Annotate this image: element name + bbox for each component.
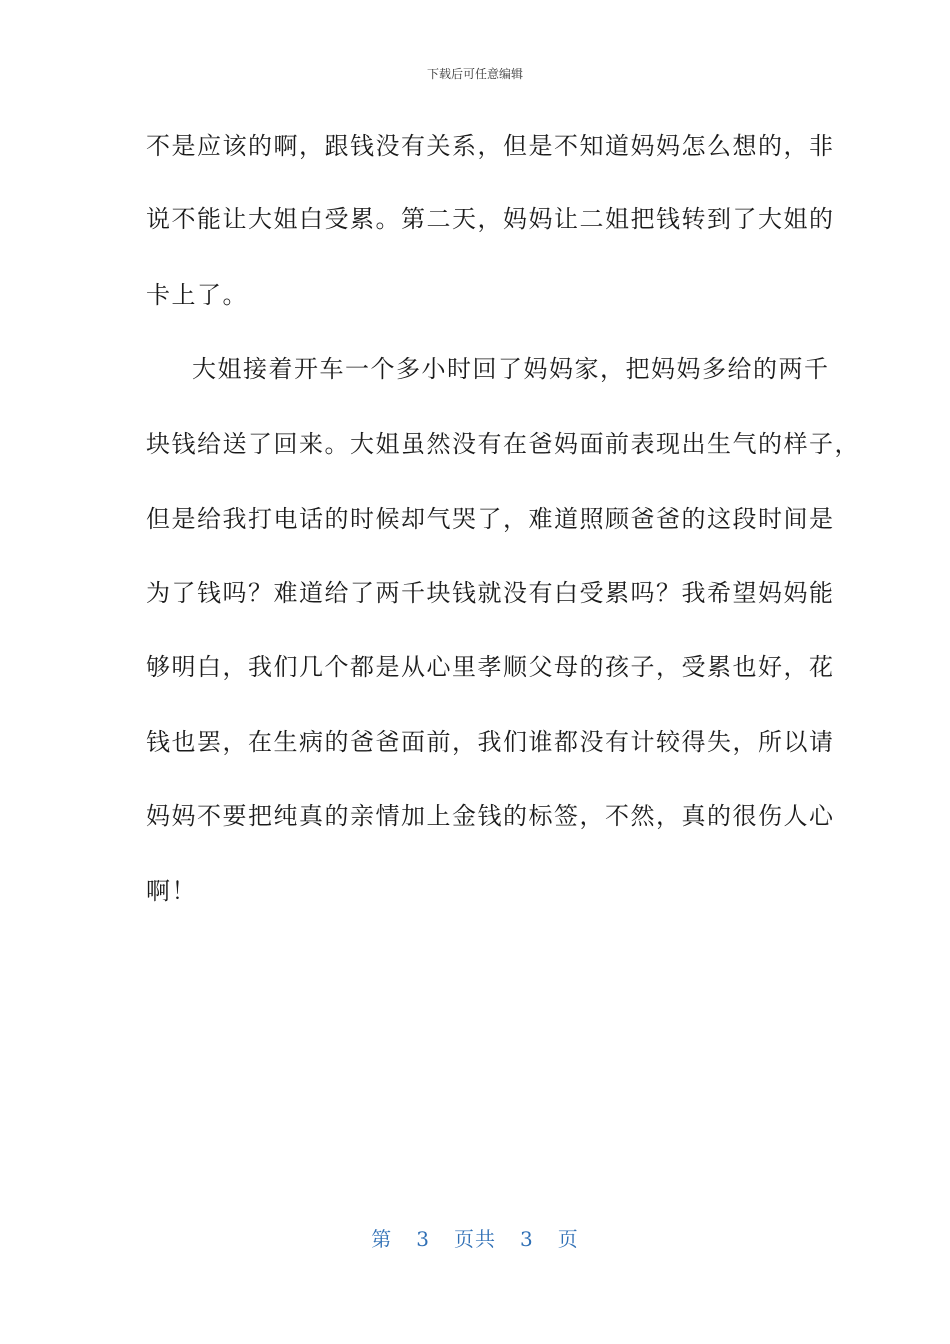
text-line: 说不能让大姐白受累。第二天，妈妈让二姐把钱转到了大姐的 [146, 205, 835, 233]
paragraph-first-line: 大姐接着开车一个多小时回了妈妈家，把妈妈多给的两千 [192, 355, 830, 383]
text-line: 啊！ [146, 877, 197, 905]
text-line: 为了钱吗？难道给了两千块钱就没有白受累吗？我希望妈妈能 [146, 579, 835, 607]
page-suffix: 页 [557, 1227, 579, 1251]
text-line: 但是给我打电话的时候却气哭了，难道照顾爸爸的这段时间是 [146, 505, 835, 533]
text-line: 够明白，我们几个都是从心里孝顺父母的孩子，受累也好，花 [146, 653, 835, 681]
page-footer [0, 1226, 950, 1252]
page-mid-label: 页共 [454, 1227, 496, 1251]
total-pages-number: 3 [520, 1227, 534, 1251]
text-line: 妈妈不要把纯真的亲情加上金钱的标签，不然，真的很伤人心 [146, 802, 835, 830]
text-line: 钱也罢，在生病的爸爸面前，我们谁都没有计较得失，所以请 [146, 728, 835, 756]
text-line: 不是应该的啊，跟钱没有关系，但是不知道妈妈怎么想的，非 [146, 132, 835, 160]
page-header-note: 下载后可任意编辑 [426, 67, 523, 81]
current-page-number: 3 [416, 1227, 430, 1251]
text-line: 卡上了。 [146, 281, 248, 309]
page-prefix: 第 [371, 1227, 393, 1251]
text-line: 块钱给送了回来。大姐虽然没有在爸妈面前表现出生气的样子， [146, 430, 860, 458]
